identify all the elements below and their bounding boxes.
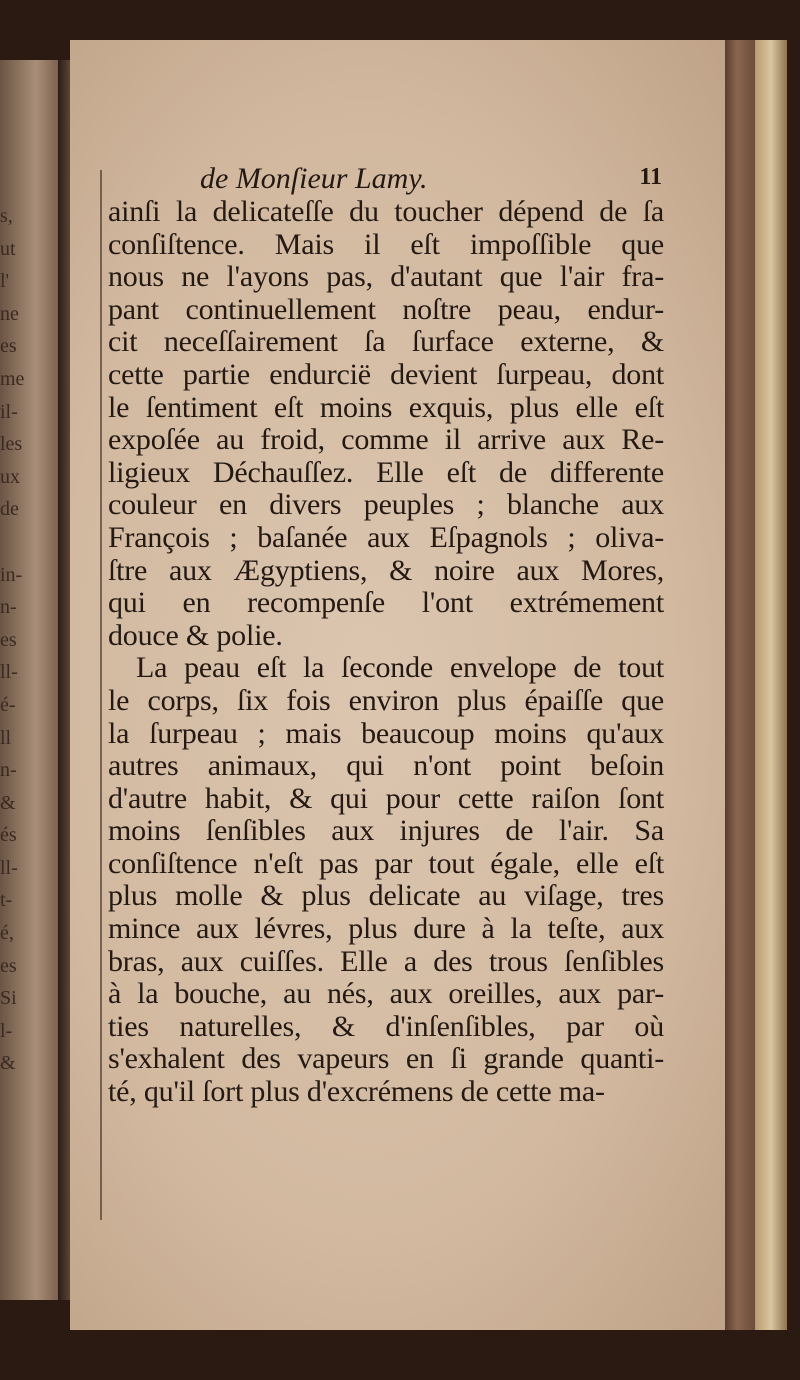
gutter-shadow-line [100, 170, 102, 1220]
text-line: à la bouche, au nés, aux oreilles, aux par- [108, 977, 664, 1011]
text-line: expoſée au froid, comme il arrive aux Re- [108, 423, 664, 457]
facing-page-fragment: es [0, 335, 17, 358]
facing-page-fragment: é- [0, 693, 16, 716]
facing-page-fragment: ll [0, 726, 12, 749]
facing-page-fragment: & [0, 791, 16, 814]
facing-page-fragment: ux [0, 465, 20, 488]
facing-page-fragment: n- [0, 759, 17, 782]
facing-page-fragment: n- [0, 596, 17, 619]
text-line: cit neceſſairement ſa ſurface externe, & [108, 325, 664, 359]
text-line: moins ſenſibles aux injures de l'air. Sa [108, 814, 664, 848]
facing-page-fragment: es [0, 628, 17, 651]
text-line: François ; baſanée aux Eſpagnols ; oliva- [108, 520, 664, 554]
text-line: conſiſtence. Mais il eſt impoſſible que [108, 227, 664, 261]
facing-page-fragment: me [0, 367, 25, 390]
page-number: 11 [639, 164, 662, 190]
book-gutter [58, 60, 70, 1300]
text-line: s'exhalent des vapeurs en ſi grande quanti- [108, 1042, 664, 1076]
text-line: té, qu'il ſort plus d'excrémens de cette ma- [108, 1075, 605, 1109]
facing-page-fragment: ne [0, 302, 19, 325]
text-line: ligieux Déchauſſez. Elle eſt de differente [108, 455, 664, 489]
text-line: le corps, ſix fois environ plus épaiſſe que [108, 683, 664, 717]
facing-page-fragment: s, [0, 205, 13, 227]
running-title: de Monſieur Lamy. [200, 162, 428, 195]
text-line: la ſurpeau ; mais beaucoup moins qu'aux [108, 716, 664, 750]
facing-page-fragment: & [0, 1052, 16, 1075]
facing-page-fragment: és [0, 824, 17, 847]
text-line: qui en recompenſe l'ont extrémement [108, 586, 664, 620]
text-line: conſiſtence n'eſt pas par tout égale, elle eſt [108, 846, 664, 880]
facing-page-fragment: il- [0, 400, 18, 423]
page-block-edge [755, 40, 787, 1330]
text-line: plus molle & plus delicate au viſage, tres [108, 879, 664, 913]
facing-page-fragment: t- [0, 889, 13, 912]
text-line: ties naturelles, & d'inſenſibles, par où [108, 1009, 664, 1043]
text-line: pant continuellement noſtre peau, endur- [108, 292, 664, 326]
facing-page-fragment: ll- [0, 661, 18, 684]
facing-page-fragment: Si [0, 987, 17, 1010]
text-line: mince aux lévres, plus dure à la teſte, aux [108, 912, 664, 946]
text-line: couleur en divers peuples ; blanche aux [108, 488, 664, 522]
text-line: ainſi la delicateſſe du toucher dépend de ſa [108, 195, 664, 228]
text-line: d'autre habit, & qui pour cette raiſon ſont [108, 781, 664, 815]
facing-page-fragment: l' [0, 270, 10, 293]
text-line: autres animaux, qui n'ont point beſoin [108, 749, 664, 783]
book-cover-edge [725, 40, 755, 1330]
facing-page-fragment: l- [0, 1019, 13, 1042]
facing-page-fragment: de [0, 498, 19, 521]
facing-page-fragment: ll- [0, 856, 18, 879]
body-text [108, 196, 664, 1109]
text-line: ſtre aux Ægyptiens, & noire aux Mores, [108, 553, 664, 587]
facing-page-text [0, 200, 40, 1080]
facing-page-fragment: es [0, 954, 17, 977]
facing-page-fragment: é, [0, 922, 14, 945]
text-line: bras, aux cuiſſes. Elle a des trous ſenſibles [108, 944, 664, 978]
facing-page-fragment: ut [0, 237, 16, 260]
facing-page-fragment [0, 526, 40, 559]
text-line: douce & polie. [108, 618, 283, 652]
text-line: La peau eſt la ſeconde envelope de tout [136, 651, 664, 685]
facing-page-fragment: in- [0, 563, 23, 586]
facing-page-fragment: les [0, 433, 23, 456]
text-line: le ſentiment eſt moins exquis, plus elle eſt [108, 390, 664, 424]
text-line: nous ne l'ayons pas, d'autant que l'air fra- [108, 260, 664, 294]
text-line: cette partie endurcië devient ſurpeau, dont [108, 357, 664, 391]
